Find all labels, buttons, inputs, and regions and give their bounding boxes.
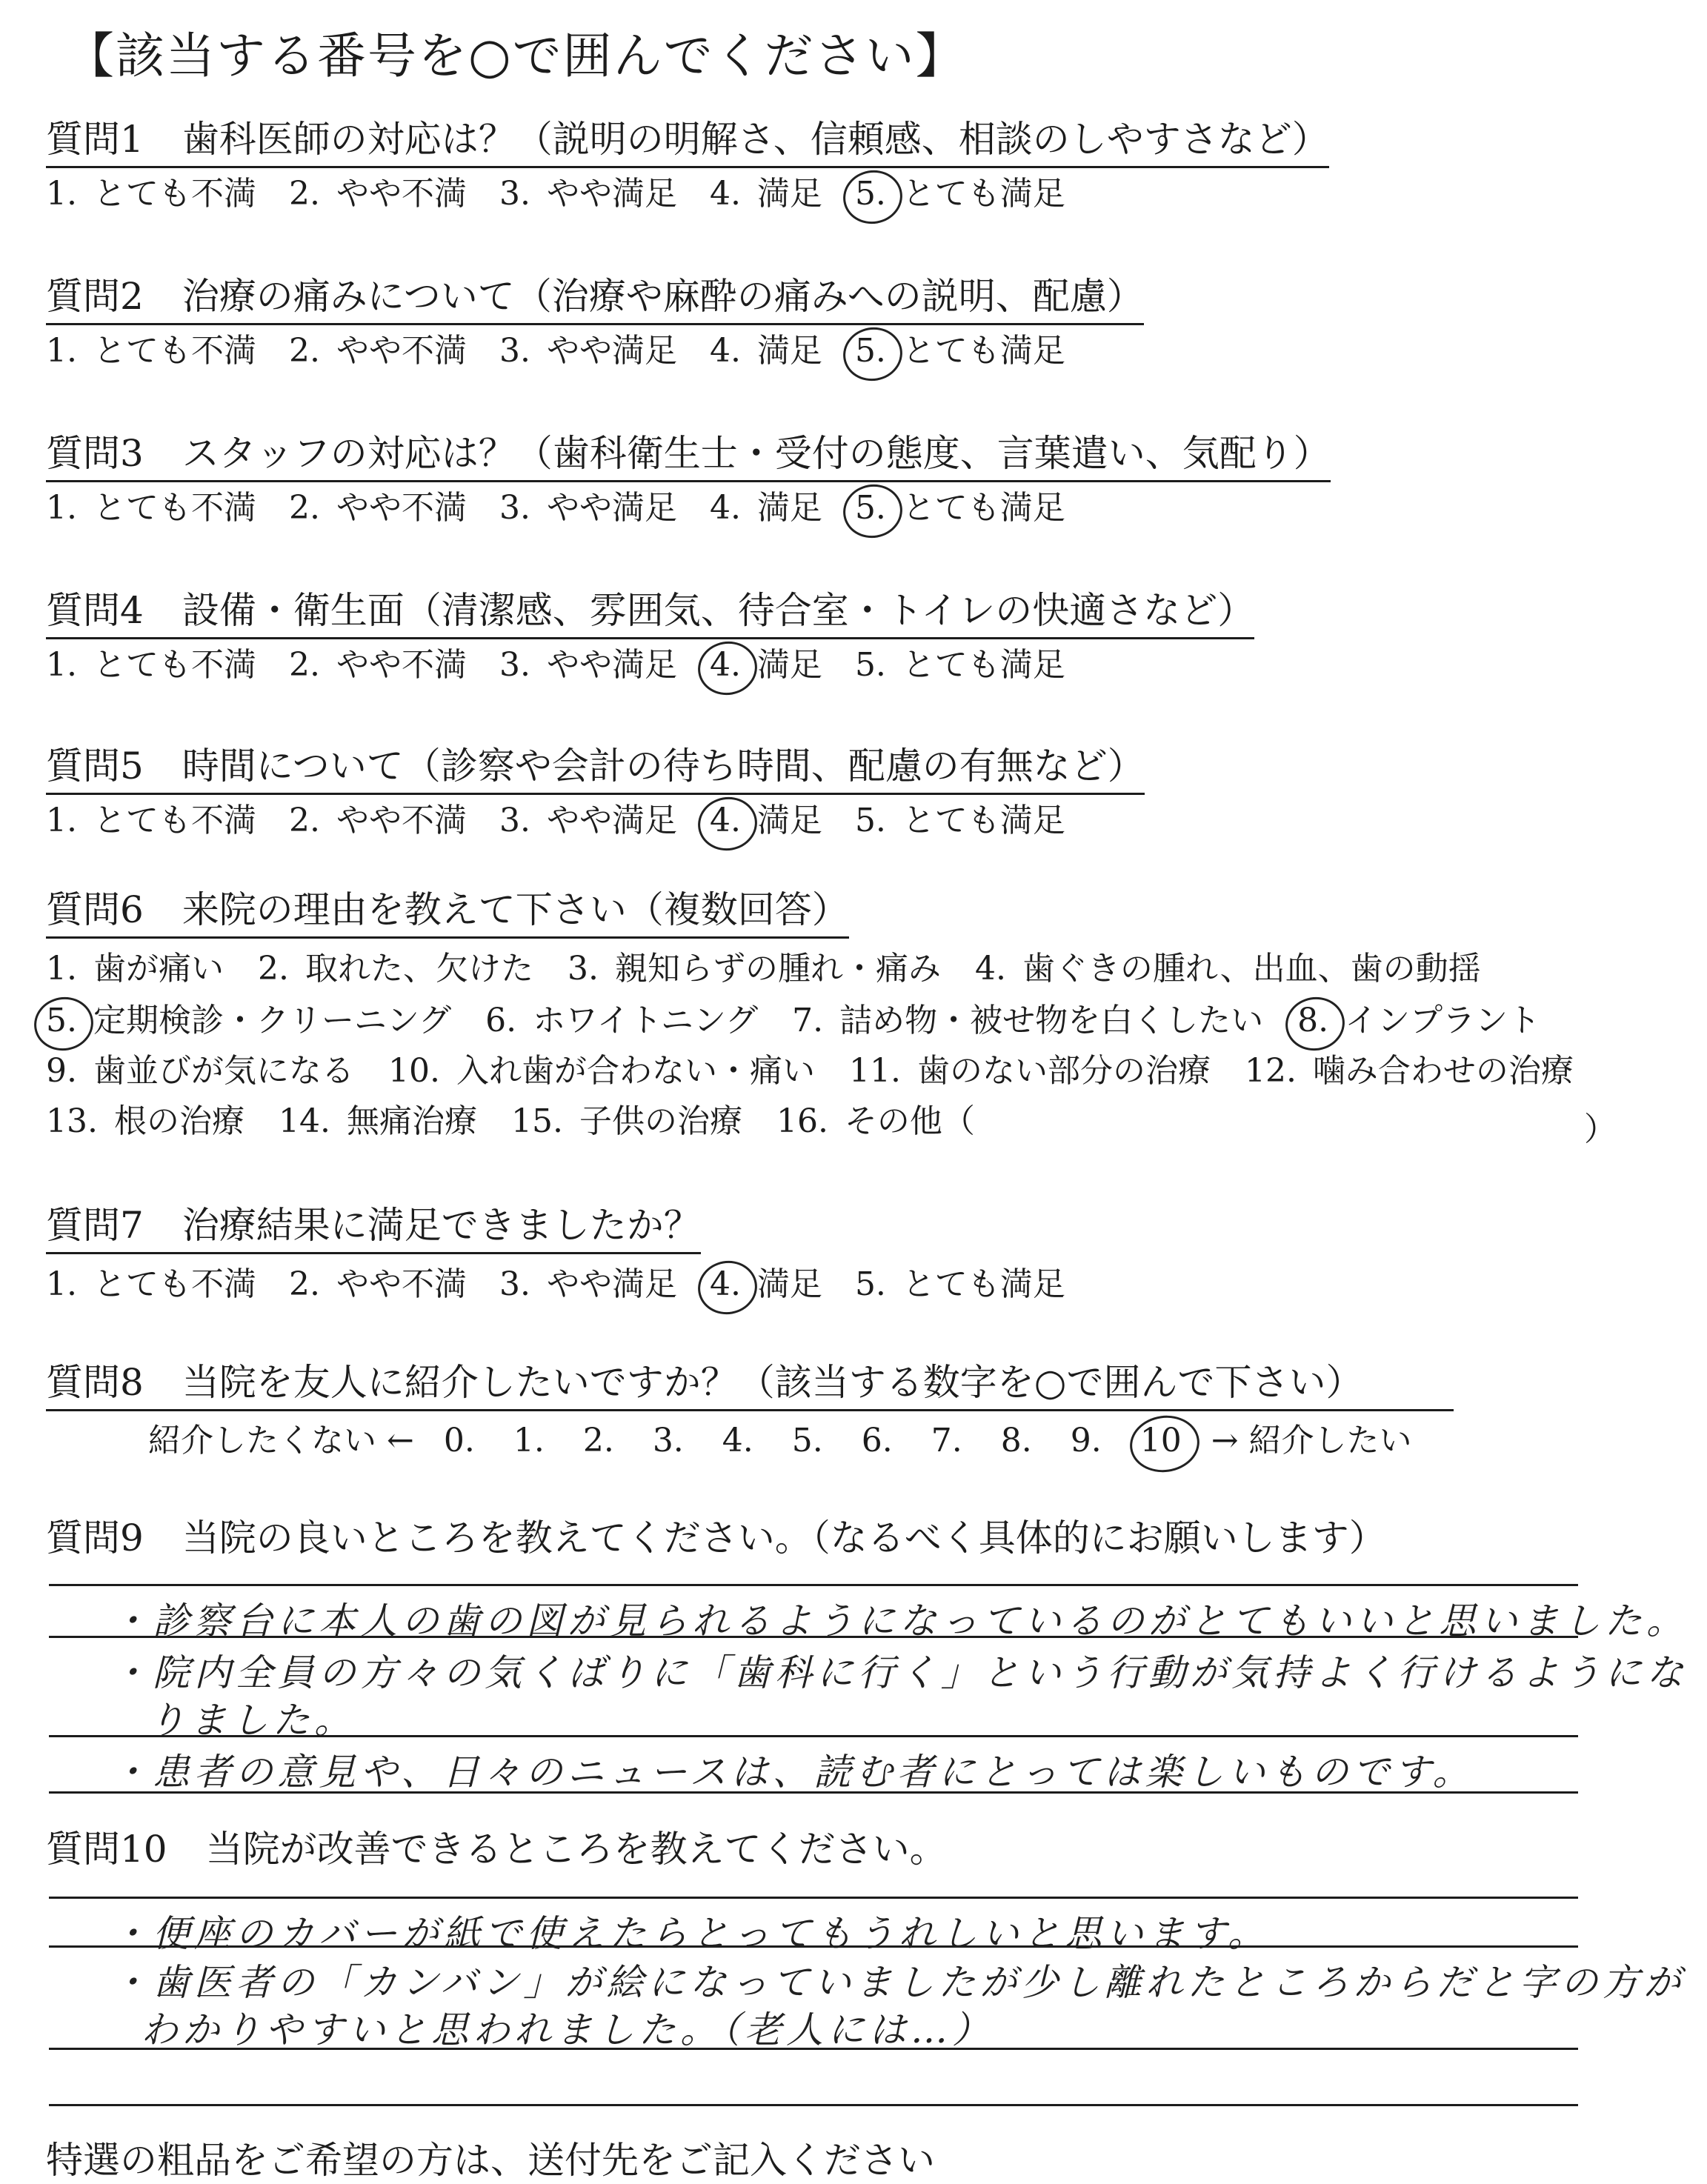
option-number: 1. xyxy=(46,175,77,213)
q6-reason-10[interactable] xyxy=(388,1052,815,1091)
q5-text: 時間について（診察や会計の待ち時間、配慮の有無など） xyxy=(182,745,1145,788)
reason-label: 歯が痛い xyxy=(93,950,224,988)
q8-scale-point-1[interactable]: 1. xyxy=(513,1422,545,1459)
option-number: 5. xyxy=(854,332,886,370)
q2-option-3[interactable] xyxy=(499,332,677,371)
q1-text: 歯科医師の対応は？（説明の明解さ、信頼感、相談のしやすさなど） xyxy=(182,118,1329,161)
option-label: やや満足 xyxy=(546,489,677,527)
q8-underline xyxy=(46,1409,1454,1411)
q5-option-2[interactable] xyxy=(289,802,467,841)
reason-label: 無痛治療 xyxy=(346,1102,477,1140)
option-label: とても不満 xyxy=(93,489,256,527)
q10-hand-line-1: ・便座のカバーが紙で使えたらとってもうれしいと思います。 xyxy=(111,1912,1269,1955)
option-number: 5. xyxy=(854,646,886,684)
q8-scale-point-6[interactable]: 6. xyxy=(861,1422,893,1459)
option-label: やや満足 xyxy=(546,175,677,213)
reason-number: 12. xyxy=(1244,1052,1297,1090)
reason-label: 入れ歯が合わない・痛い xyxy=(456,1052,815,1090)
q2-option-1[interactable] xyxy=(46,332,256,371)
option-label: やや不満 xyxy=(336,802,467,839)
reason-number: 1. xyxy=(46,950,77,988)
reason-label: 親知らずの腫れ・痛み xyxy=(614,950,941,988)
q7-options xyxy=(46,1265,1098,1305)
option-number: 1. xyxy=(46,802,77,839)
option-label: とても満足 xyxy=(902,802,1065,839)
option-label: 満足 xyxy=(756,175,822,213)
q2-option-5[interactable] xyxy=(855,332,1065,371)
option-label: とても満足 xyxy=(902,175,1065,213)
q6-row-4 xyxy=(46,1102,1009,1142)
option-number: 3. xyxy=(499,489,530,527)
reason-label: 定期検診・クリーニング xyxy=(93,1002,452,1039)
q6-row-1 xyxy=(46,950,1515,989)
reason-number: 13. xyxy=(46,1102,98,1140)
option-number: 2. xyxy=(288,802,320,839)
q10-number: 質問10 xyxy=(46,1828,167,1871)
option-label: やや不満 xyxy=(336,489,467,527)
reason-label: 取れた、欠けた xyxy=(305,950,533,988)
option-number: 4. xyxy=(709,175,741,213)
q3-options xyxy=(46,489,1098,528)
option-label: 満足 xyxy=(756,489,822,527)
option-label: とても不満 xyxy=(93,802,256,839)
q4-option-5[interactable] xyxy=(855,646,1065,685)
q3-option-3[interactable] xyxy=(499,489,677,528)
reason-number: 2. xyxy=(257,950,289,988)
q1-option-4[interactable] xyxy=(710,175,822,214)
q10-rule-1 xyxy=(49,1897,1578,1899)
q6-text: 来院の理由を教えて下さい（複数回答） xyxy=(182,888,849,931)
q4-option-2[interactable] xyxy=(289,646,467,685)
option-number: 3. xyxy=(499,332,530,370)
q4-text: 設備・衛生面（清潔感、雰囲気、待合室・トイレの快適さなど） xyxy=(182,589,1255,632)
q5-option-3[interactable] xyxy=(499,802,677,841)
option-number: 2. xyxy=(288,175,320,213)
reason-label: 歯のない部分の治療 xyxy=(916,1052,1211,1090)
q9-number: 質問9 xyxy=(46,1517,144,1559)
q1-number: 質問1 xyxy=(46,118,144,161)
option-label: やや不満 xyxy=(336,332,467,370)
q5-title xyxy=(46,745,1145,795)
q3-number: 質問3 xyxy=(46,432,144,475)
option-label: とても満足 xyxy=(902,646,1065,684)
option-number: 1. xyxy=(46,646,77,684)
reason-label: ホワイトニング xyxy=(533,1002,759,1039)
q6-reason-9[interactable] xyxy=(46,1052,354,1091)
q8-scale-point-4[interactable]: 4. xyxy=(722,1422,753,1459)
q5-number: 質問5 xyxy=(46,745,144,788)
q8-scale-point-3[interactable]: 3. xyxy=(652,1422,684,1459)
q4-title xyxy=(46,590,1254,639)
reason-label: インプラント xyxy=(1345,1002,1541,1039)
reason-label: 根の治療 xyxy=(113,1102,244,1140)
q4-option-3[interactable] xyxy=(499,646,677,685)
q8-scale xyxy=(148,1414,1412,1461)
reason-label: 歯並びが気になる xyxy=(93,1052,354,1090)
q7-option-4[interactable] xyxy=(710,1265,822,1305)
reason-label: その他（ xyxy=(844,1102,975,1140)
option-number: 3. xyxy=(499,802,530,839)
reason-number: 7. xyxy=(792,1002,824,1039)
q6-reason-7[interactable] xyxy=(792,1002,1263,1041)
q7-text: 治療結果に満足できましたか？ xyxy=(182,1204,701,1247)
reason-number: 6. xyxy=(485,1002,517,1039)
q6-row-2 xyxy=(46,1002,1574,1041)
option-label: とても満足 xyxy=(902,489,1065,527)
q7-option-5[interactable] xyxy=(855,1265,1065,1305)
q5-option-5[interactable] xyxy=(855,802,1065,841)
q3-text: スタッフの対応は？（歯科衛生士・受付の態度、言葉遣い、気配り） xyxy=(182,432,1331,475)
reason-number: 8. xyxy=(1297,1002,1329,1039)
option-label: 満足 xyxy=(756,802,822,839)
option-label: とても不満 xyxy=(93,332,256,370)
q3-option-4[interactable] xyxy=(710,489,822,528)
option-number: 4. xyxy=(709,489,741,527)
option-label: とても不満 xyxy=(93,1265,256,1303)
q10-hand-line-3: わかりやすいと思われました。（老人には…） xyxy=(141,2008,994,2051)
q7-option-3[interactable] xyxy=(499,1265,677,1305)
reason-label: 子供の治療 xyxy=(579,1102,742,1140)
q5-options xyxy=(46,802,1098,841)
option-number: 5. xyxy=(854,489,886,527)
q10-hand-line-2: ・歯医者の「カンバン」が絵になっていましたが少し離れたところからだと字の方が xyxy=(111,1961,1686,2004)
q6-reason-13[interactable] xyxy=(46,1102,244,1142)
reason-number: 4. xyxy=(974,950,1006,988)
option-label: やや満足 xyxy=(546,646,677,684)
option-number: 1. xyxy=(46,332,77,370)
option-label: 満足 xyxy=(756,332,822,370)
q5-option-1[interactable] xyxy=(46,802,256,841)
q7-option-1[interactable] xyxy=(46,1265,256,1305)
q6-reason-14[interactable] xyxy=(279,1102,477,1142)
q1-option-2[interactable] xyxy=(289,175,467,214)
q3-option-2[interactable] xyxy=(289,489,467,528)
q9-rule-1 xyxy=(49,1584,1578,1586)
q7-option-2[interactable] xyxy=(289,1265,467,1305)
q3-option-5[interactable] xyxy=(855,489,1065,528)
q1-option-3[interactable] xyxy=(499,175,677,214)
q6-other-close: ） xyxy=(1584,1111,1617,1148)
reason-number: 5. xyxy=(46,1002,77,1039)
option-number: 2. xyxy=(288,489,320,527)
q8-title xyxy=(46,1362,1362,1409)
q8-scale-point-10[interactable]: 10 xyxy=(1139,1422,1182,1459)
option-number: 3. xyxy=(499,646,530,684)
q1-option-5[interactable] xyxy=(855,175,1065,214)
q8-scale-point-2[interactable]: 2. xyxy=(582,1422,614,1459)
q2-text: 治療の痛みについて（治療や麻酔の痛みへの説明、配慮） xyxy=(182,275,1144,318)
option-label: やや満足 xyxy=(546,802,677,839)
q4-option-1[interactable] xyxy=(46,646,256,685)
reason-number: 15. xyxy=(510,1102,563,1140)
q6-title xyxy=(46,889,849,939)
q8-number: 質問8 xyxy=(46,1361,144,1404)
option-number: 2. xyxy=(288,1265,320,1303)
q8-text: 当院を友人に紹介したいですか？（該当する数字を○で囲んで下さい） xyxy=(182,1361,1363,1404)
option-label: やや不満 xyxy=(336,1265,467,1303)
option-number: 5. xyxy=(854,1265,886,1303)
q4-option-4[interactable] xyxy=(710,646,822,685)
q6-reason-8[interactable] xyxy=(1297,1002,1540,1041)
reason-label: 詰め物・被せ物を白くしたい xyxy=(839,1002,1264,1039)
q6-reason-5[interactable] xyxy=(46,1002,451,1041)
reason-number: 9. xyxy=(46,1052,77,1090)
option-number: 2. xyxy=(288,646,320,684)
option-label: やや不満 xyxy=(336,175,467,213)
option-number: 4. xyxy=(709,646,741,684)
option-number: 4. xyxy=(709,332,741,370)
reason-number: 11. xyxy=(848,1052,901,1090)
q8-scale-point-5[interactable]: 5. xyxy=(791,1422,823,1459)
option-number: 4. xyxy=(709,1265,741,1303)
q6-reason-3[interactable] xyxy=(568,950,941,989)
q7-number: 質問7 xyxy=(46,1204,144,1247)
q9-hand-line-1: ・診察台に本人の歯の図が見られるようになっているのがとてもいいと思いました。 xyxy=(111,1599,1688,1642)
q6-reason-1[interactable] xyxy=(46,950,224,989)
q2-option-2[interactable] xyxy=(289,332,467,371)
q3-title xyxy=(46,433,1331,482)
q1-option-1[interactable] xyxy=(46,175,256,214)
option-number: 5. xyxy=(854,175,886,213)
q2-options xyxy=(46,332,1098,371)
q6-reason-11[interactable] xyxy=(849,1052,1211,1091)
q9-hand-line-2: ・院内全員の方々の気くばりに「歯科に行く」という行動が気持よく行けるようにな xyxy=(111,1651,1688,1694)
q3-option-1[interactable] xyxy=(46,489,256,528)
option-label: やや満足 xyxy=(546,332,677,370)
option-number: 3. xyxy=(499,1265,530,1303)
q4-options xyxy=(46,646,1098,685)
q8-scale-point-8[interactable]: 8. xyxy=(1000,1422,1032,1459)
q10-title xyxy=(46,1828,947,1876)
reason-number: 16. xyxy=(776,1102,828,1140)
option-label: 満足 xyxy=(756,646,822,684)
q4-number: 質問4 xyxy=(46,589,144,632)
option-label: とても不満 xyxy=(93,646,256,684)
reason-label: 歯ぐきの腫れ、出血、歯の動揺 xyxy=(1022,950,1481,988)
option-number: 1. xyxy=(46,1265,77,1303)
q8-scale-point-0[interactable]: 0. xyxy=(443,1422,475,1459)
q1-options xyxy=(46,175,1098,214)
q8-left-label: 紹介したくない ← xyxy=(148,1422,414,1459)
q8-scale-point-9[interactable]: 9. xyxy=(1070,1422,1102,1459)
q8-right-label: → 紹介したい xyxy=(1211,1422,1412,1459)
q6-reason-6[interactable] xyxy=(485,1002,758,1041)
option-number: 5. xyxy=(854,802,886,839)
q10-text: 当院が改善できるところを教えてください。 xyxy=(205,1828,947,1871)
reason-number: 10. xyxy=(387,1052,440,1090)
q8-scale-point-7[interactable]: 7. xyxy=(931,1422,962,1459)
option-label: とても不満 xyxy=(93,175,256,213)
option-label: 満足 xyxy=(756,1265,822,1303)
q6-reason-15[interactable] xyxy=(511,1102,742,1142)
q6-row-3 xyxy=(46,1052,1608,1091)
q10-rule-4 xyxy=(49,2104,1578,2106)
q7-title xyxy=(46,1205,701,1254)
option-label: とても満足 xyxy=(902,1265,1065,1303)
q6-number: 質問6 xyxy=(46,888,144,931)
page-title: 【該当する番号を○で囲んでください】 xyxy=(65,27,966,84)
option-number: 4. xyxy=(709,802,741,839)
q2-title xyxy=(46,276,1144,325)
q2-option-4[interactable] xyxy=(710,332,822,371)
q6-reason-12[interactable] xyxy=(1245,1052,1574,1091)
q6-reason-16[interactable] xyxy=(776,1102,975,1142)
q9-hand-line-3: りました。 xyxy=(148,1699,356,1742)
reason-number: 14. xyxy=(278,1102,330,1140)
reason-number: 3. xyxy=(567,950,599,988)
q2-number: 質問2 xyxy=(46,275,144,318)
option-label: とても満足 xyxy=(902,332,1065,370)
q5-option-4[interactable] xyxy=(710,802,822,841)
option-number: 3. xyxy=(499,175,530,213)
q9-text: 当院の良いところを教えてください。（なるべく具体的にお願いします） xyxy=(182,1517,1386,1559)
q6-reason-4[interactable] xyxy=(975,950,1481,989)
option-number: 2. xyxy=(288,332,320,370)
footer-text: 特選の粗品をご希望の方は、送付先をご記入ください xyxy=(46,2139,935,2182)
q9-hand-line-4: ・患者の意見や、日々のニュースは、読む者にとっては楽しいものです。 xyxy=(111,1751,1474,1794)
q6-reason-2[interactable] xyxy=(258,950,533,989)
reason-label: 噛み合わせの治療 xyxy=(1312,1052,1574,1090)
option-number: 1. xyxy=(46,489,77,527)
option-label: やや満足 xyxy=(546,1265,677,1303)
option-label: やや不満 xyxy=(336,646,467,684)
q1-title xyxy=(46,119,1329,168)
q9-title xyxy=(46,1517,1386,1565)
